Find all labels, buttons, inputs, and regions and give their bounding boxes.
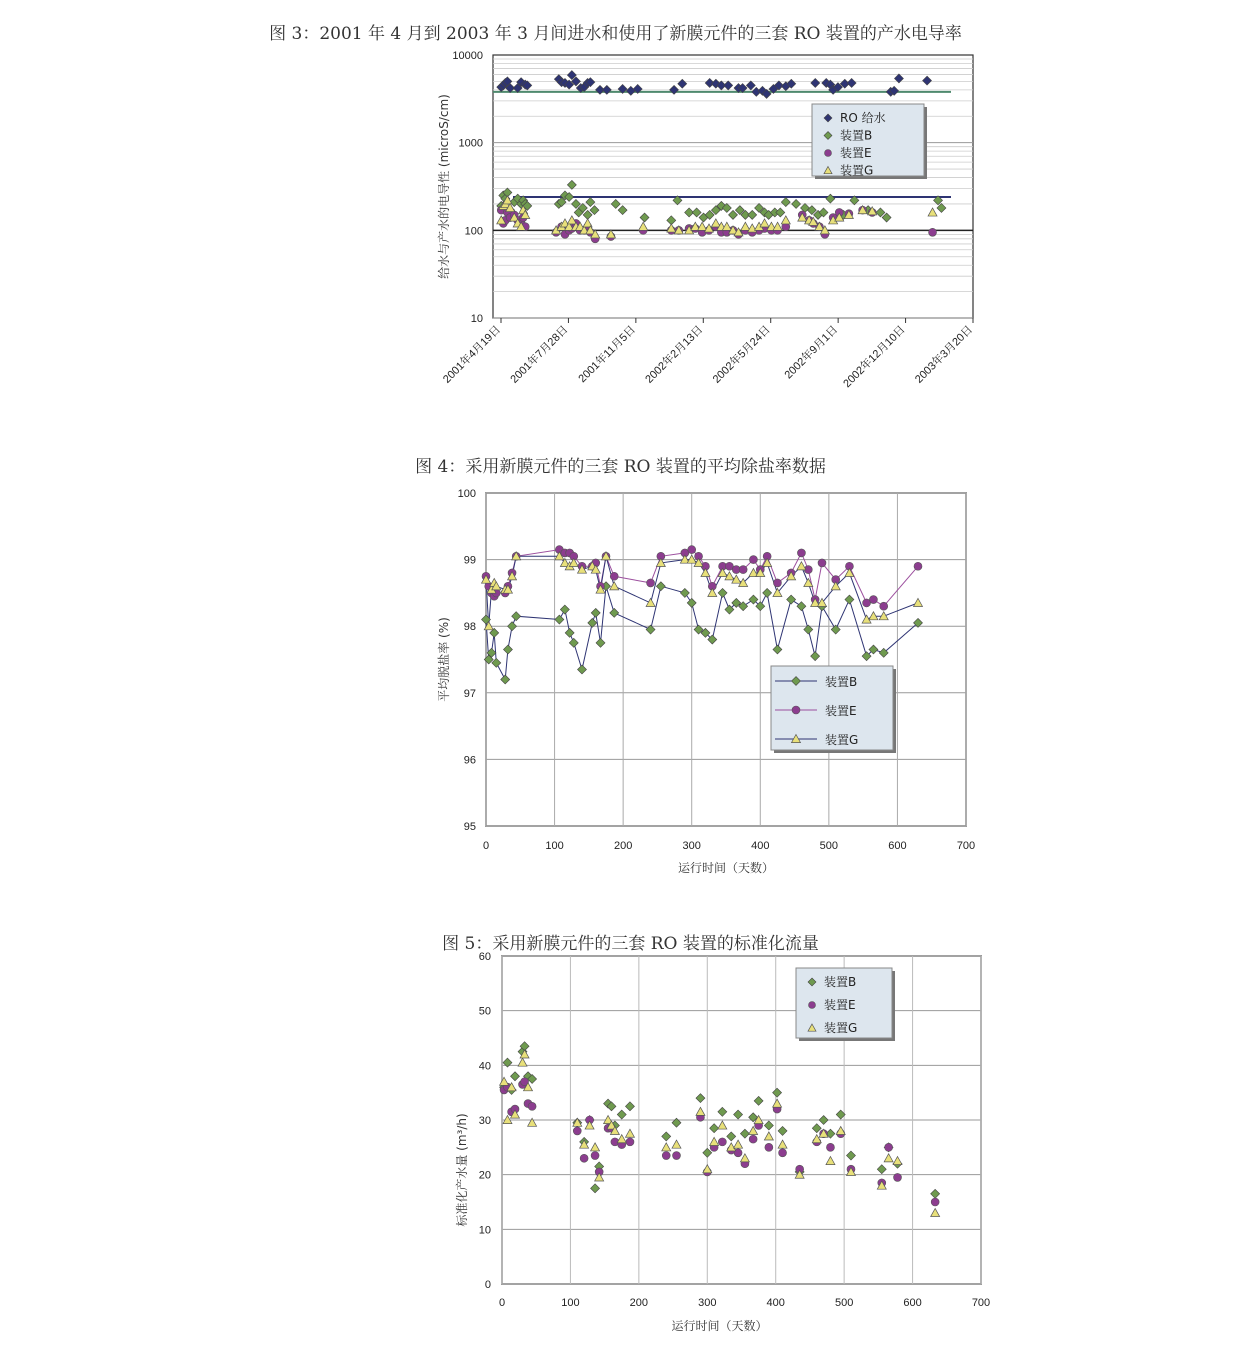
y-tick-label: 100	[457, 488, 476, 500]
x-axis-label: 运行时间（天数）	[677, 861, 775, 875]
y-tick-label: 96	[463, 754, 476, 767]
x-tick-label: 2002年5月24日	[710, 323, 773, 386]
data-point-E	[931, 1198, 939, 1206]
data-point-E	[688, 546, 696, 554]
data-point-E	[718, 1138, 726, 1146]
y-axis-label: 给水与产水的电导性 (microS/cm)	[437, 94, 451, 279]
x-tick-label: 600	[888, 840, 907, 852]
y-tick-label: 30	[478, 1115, 491, 1127]
data-point-E	[929, 228, 937, 236]
legend-label-E: 装置E	[824, 998, 856, 1012]
normalized-flow-chart	[454, 951, 990, 1333]
y-tick-label: 97	[463, 687, 476, 700]
y-tick-label: 98	[463, 621, 476, 634]
x-tick-label: 200	[629, 1297, 649, 1309]
x-tick-label: 700	[956, 840, 976, 852]
data-point-E	[610, 572, 618, 580]
data-point-E	[826, 1143, 834, 1151]
data-point-E	[626, 1138, 634, 1146]
data-point-E	[773, 579, 781, 587]
x-tick-label: 0	[498, 1297, 506, 1309]
y-tick-label: 60	[478, 951, 491, 963]
x-tick-label: 2003年3月20日	[913, 323, 976, 386]
legend-marker-E	[809, 1002, 816, 1009]
data-point-E	[573, 1127, 581, 1135]
x-tick-label: 400	[751, 840, 770, 852]
y-tick-label: 99	[463, 554, 476, 567]
data-point-E	[818, 559, 826, 567]
y-tick-label: 10000	[452, 50, 483, 62]
y-axis-label: 标准化产水量 (m³/h)	[455, 1113, 469, 1227]
conductivity-chart	[436, 50, 975, 390]
x-tick-label: 300	[698, 1297, 717, 1309]
y-tick-label: 20	[478, 1169, 491, 1182]
data-point-E	[749, 556, 757, 564]
data-point-E	[528, 1102, 536, 1110]
legend-label-B: 装置B	[824, 975, 857, 989]
data-point-E	[662, 1152, 670, 1160]
x-tick-label: 300	[682, 840, 701, 852]
data-point-E	[647, 579, 655, 587]
x-tick-label: 2002年2月13日	[643, 323, 706, 386]
x-tick-label: 0	[482, 840, 490, 852]
x-tick-label: 2001年4月19日	[441, 323, 504, 386]
data-point-E	[672, 1152, 680, 1160]
y-axis-label: 平均脱盐率 (%)	[437, 617, 451, 702]
legend-label-G: 装置G	[825, 733, 859, 747]
data-point-E	[749, 1135, 757, 1143]
x-tick-label: 700	[971, 1297, 991, 1309]
x-tick-label: 2001年11月5日	[576, 323, 638, 386]
data-point-E	[591, 1152, 599, 1160]
x-tick-label: 2001年7月28日	[508, 323, 571, 386]
x-tick-label: 400	[766, 1297, 785, 1309]
salt-rejection-chart	[436, 488, 975, 875]
x-tick-label: 100	[561, 1297, 580, 1309]
legend-label-E: 装置E	[840, 146, 872, 160]
data-point-E	[894, 1173, 902, 1181]
data-point-E	[869, 596, 877, 604]
legend-label-feed: RO 给水	[840, 111, 886, 125]
data-point-E	[914, 562, 922, 570]
x-tick-label: 200	[613, 840, 633, 852]
figure4-title: 图 4：采用新膜元件的三套 RO 装置的平均除盐率数据	[415, 457, 826, 477]
plot-area	[486, 493, 966, 826]
x-tick-label: 2002年9月1日	[782, 323, 841, 382]
legend-label-G: 装置G	[840, 163, 874, 178]
legend-label-B: 装置B	[840, 128, 873, 143]
legend-label-G: 装置G	[824, 1021, 858, 1035]
data-point-E	[779, 1149, 787, 1157]
y-tick-label: 10	[478, 1224, 491, 1237]
plot-area	[493, 55, 973, 318]
legend-label-E: 装置E	[825, 704, 857, 718]
legend-marker-E	[792, 706, 800, 714]
x-axis-label: 运行时间（天数）	[671, 1319, 768, 1333]
data-point-E	[880, 602, 888, 610]
x-tick-label: 100	[545, 840, 564, 852]
figure5-title: 图 5：采用新膜元件的三套 RO 装置的标准化流量	[442, 934, 819, 954]
data-point-E	[765, 1143, 773, 1151]
data-point-E	[580, 1154, 588, 1162]
y-tick-label: 50	[478, 1005, 491, 1018]
y-tick-label: 95	[463, 821, 476, 833]
legend-label-B: 装置B	[825, 675, 858, 689]
y-tick-label: 40	[478, 1060, 491, 1073]
y-tick-label: 1000	[458, 137, 483, 150]
y-tick-label: 10	[470, 313, 483, 325]
x-tick-label: 600	[903, 1297, 922, 1309]
x-tick-label: 500	[834, 1297, 854, 1309]
data-point-E	[797, 549, 805, 557]
legend-marker-E	[825, 150, 832, 157]
y-tick-label: 100	[464, 225, 483, 238]
x-tick-label: 500	[819, 840, 839, 852]
data-point-E	[885, 1143, 893, 1151]
data-point-E	[739, 566, 747, 574]
figure3-title: 图 3：2001 年 4 月到 2003 年 3 月间进水和使用了新膜元件的三套 RO 装置的产水电导率	[269, 24, 962, 44]
y-tick-label: 0	[484, 1279, 491, 1291]
x-tick-label: 2002年12月10日	[841, 323, 908, 391]
